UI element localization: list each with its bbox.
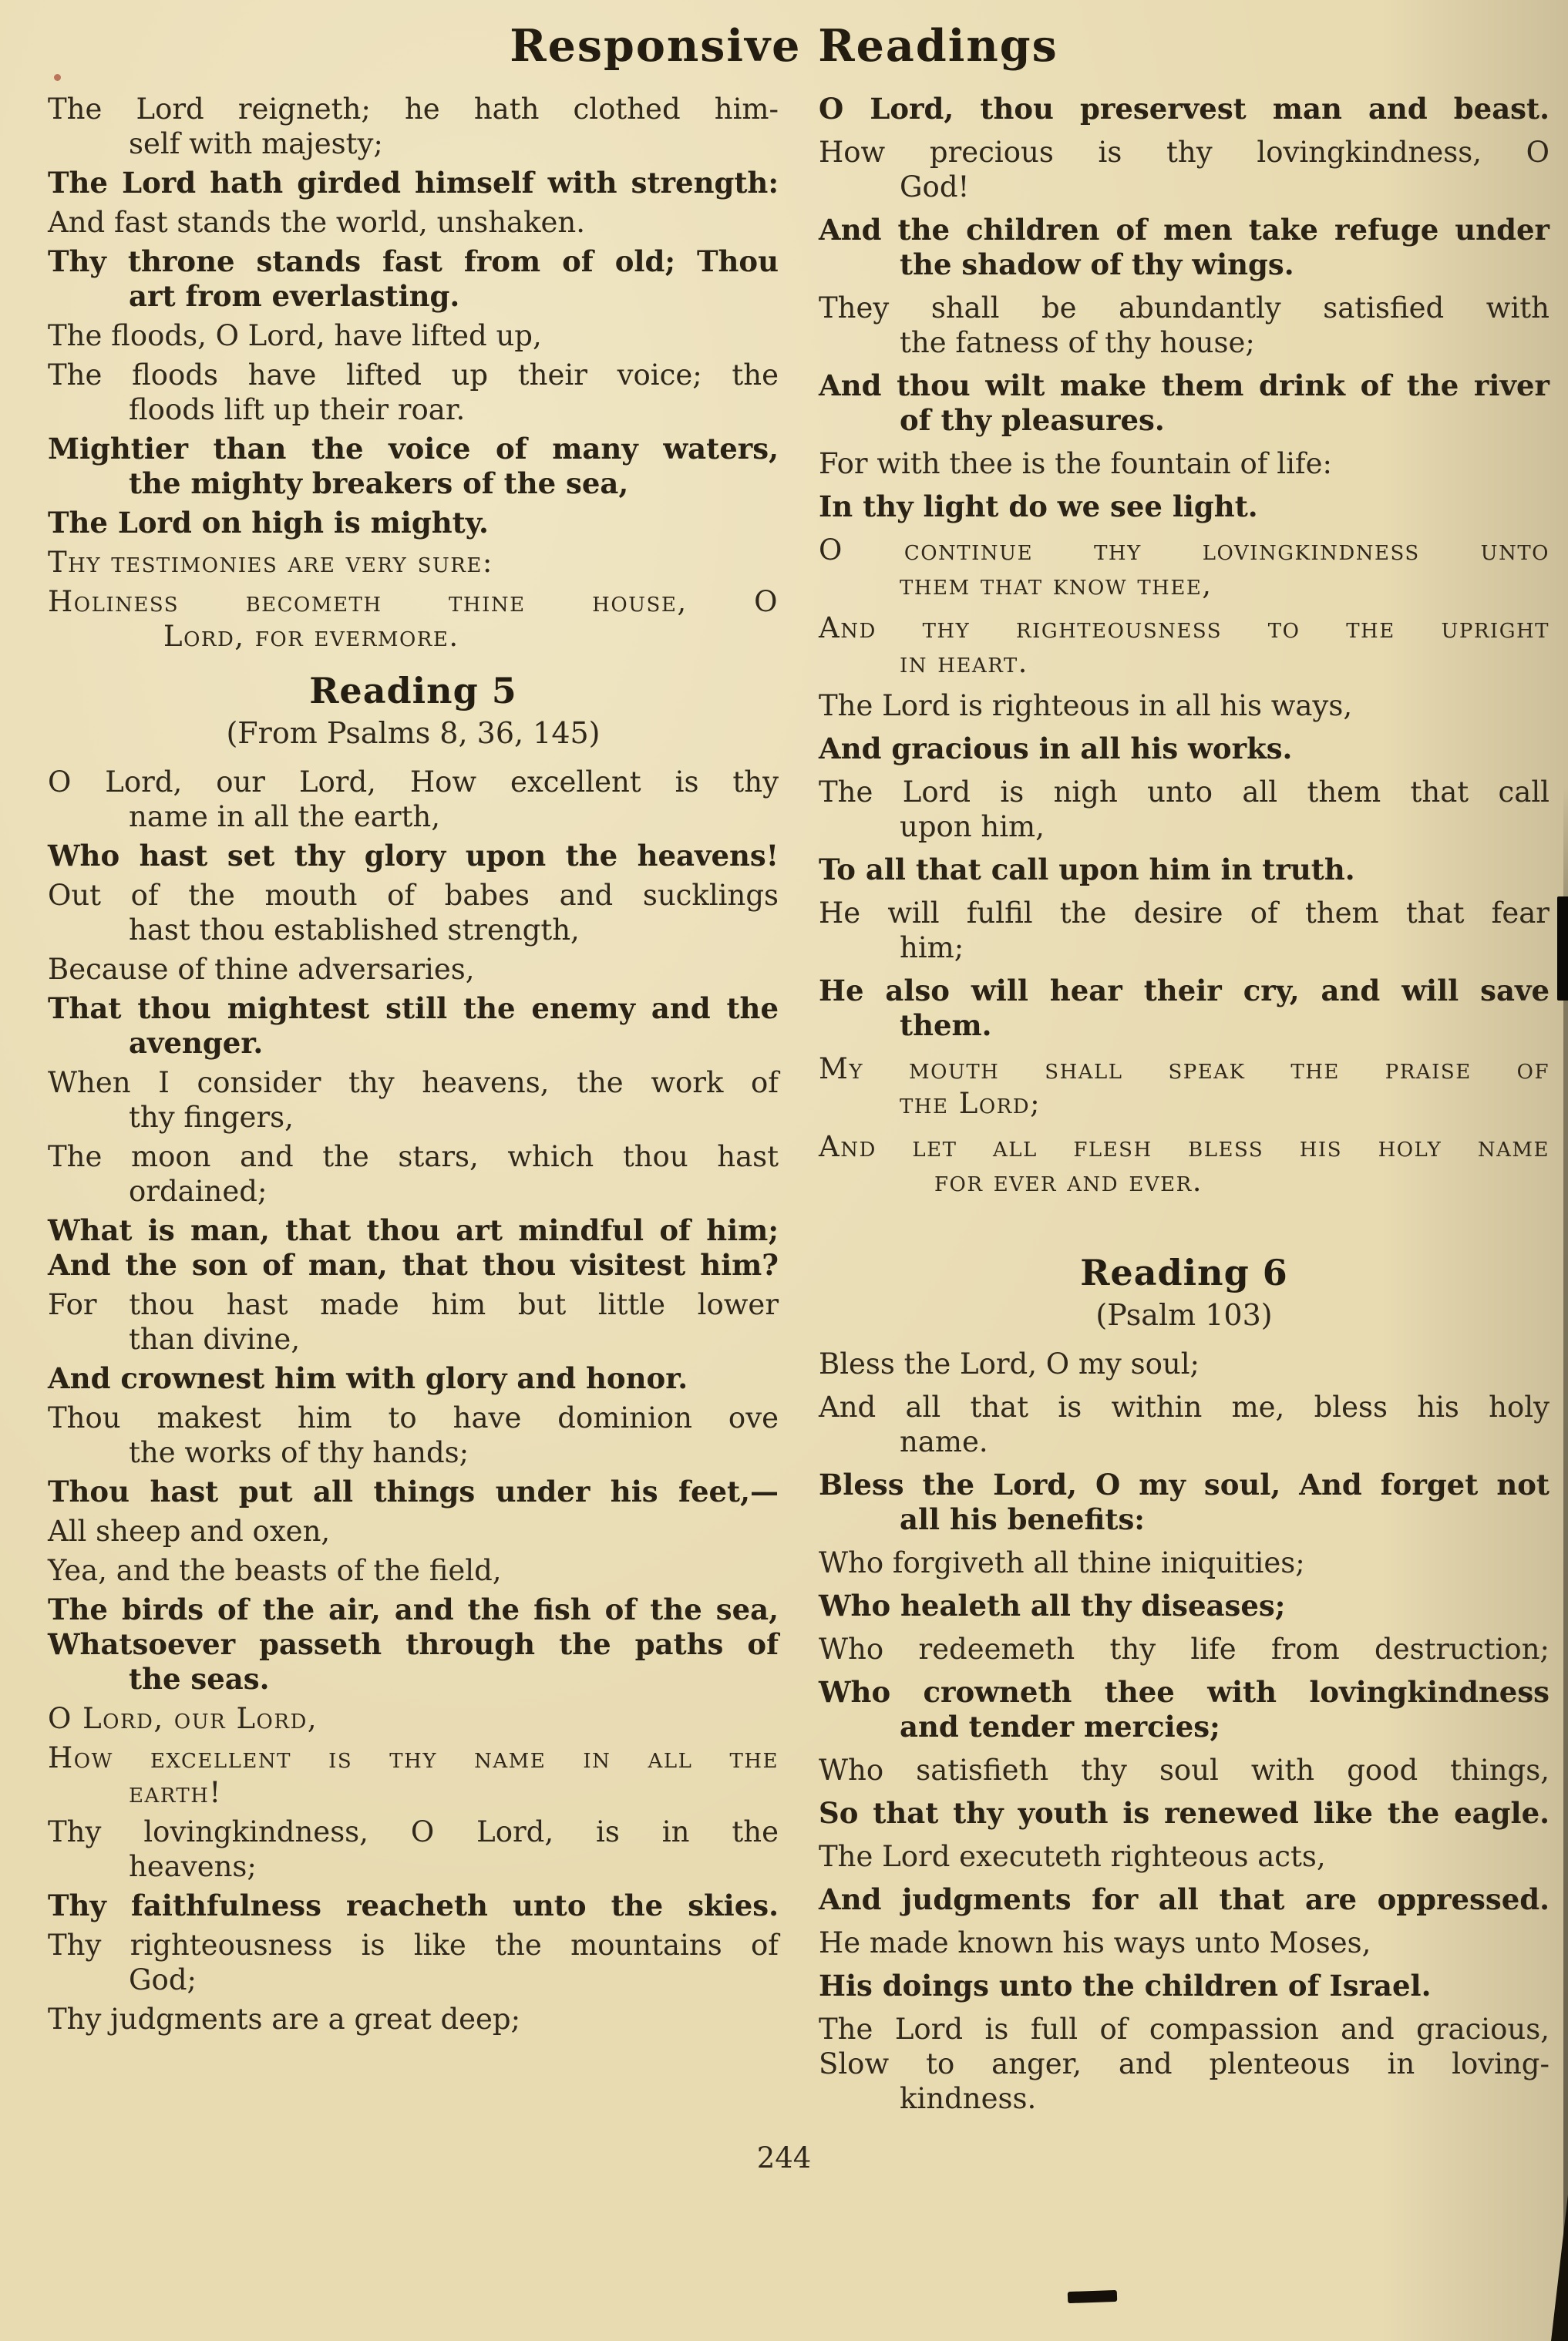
verse-line: Who redeemeth thy life from destruction;	[819, 1633, 1549, 1666]
verse-line: Thy righteousness is like the mountains of	[48, 1929, 779, 1962]
verse-line: For thou hast made him but little lower	[48, 1288, 779, 1321]
verse	[819, 688, 1549, 723]
verse-line: Out of the mouth of babes and sucklings	[48, 879, 779, 912]
verse	[819, 533, 1549, 602]
verse	[819, 1675, 1549, 1744]
verse-line: avenger.	[129, 1026, 264, 1060]
verse-line: And thy righteousness to the upright	[819, 611, 1549, 644]
verse	[48, 1287, 779, 1357]
verse-line: all his benefits:	[900, 1502, 1145, 1536]
verse-line: The Lord executeth righteous acts,	[819, 1840, 1326, 1873]
verse-line: They shall be abundantly satisfied with	[819, 291, 1549, 325]
verse-line: What is man, that thou art mindful of him;	[48, 1213, 779, 1247]
scan-artifact-black-bar	[1557, 896, 1568, 1001]
verse	[48, 2002, 779, 2037]
verse	[48, 1741, 779, 1810]
verse	[48, 358, 779, 427]
verse	[819, 1390, 1549, 1459]
verse-line: them that know thee,	[900, 568, 1213, 601]
verse	[819, 853, 1549, 887]
verse-line: Bless the Lord, O my soul, And forget not	[819, 1468, 1549, 1502]
verse	[48, 878, 779, 947]
verse-line: self with majesty;	[129, 127, 383, 160]
verse	[819, 135, 1549, 204]
verse-line: His doings unto the children of Israel.	[819, 1969, 1432, 2003]
verse-line: Yea, and the beasts of the field,	[48, 1554, 502, 1587]
verse-line: Thy lovingkindness, O Lord, is in the	[48, 1815, 779, 1848]
verse-line: When I consider thy heavens, the work of	[48, 1066, 779, 1099]
reading-heading: Reading 5	[309, 670, 517, 711]
verse	[819, 1589, 1549, 1623]
verse	[48, 545, 779, 580]
verse-line: O Lord, our Lord,	[48, 1702, 318, 1735]
verse-line: And the children of men take refuge under	[819, 213, 1549, 247]
verse-line: The Lord on high is mighty.	[48, 506, 489, 540]
verse	[48, 1139, 779, 1209]
verse-line: And crownest him with glory and honor.	[48, 1361, 688, 1395]
page-title: Responsive Readings	[510, 20, 1058, 72]
text-columns	[0, 72, 1568, 2124]
verse	[819, 489, 1549, 524]
right-column	[819, 92, 1549, 2124]
verse-line: The birds of the air, and the fish of the sea,	[48, 1593, 779, 1626]
verse-line: ordained;	[129, 1175, 268, 1208]
verse-line: Thy judgments are a great deep;	[48, 2003, 521, 2036]
verse	[48, 205, 779, 240]
verse-line: For with thee is the fountain of life:	[819, 447, 1332, 480]
verse-line: Because of thine adversaries,	[48, 953, 475, 986]
verse-line: God;	[129, 1963, 197, 1996]
verse-line: How precious is thy lovingkindness, O	[819, 136, 1549, 169]
verse-line: Who crowneth thee with lovingkindness	[819, 1675, 1549, 1709]
verse	[819, 1926, 1549, 1960]
verse	[819, 610, 1549, 680]
verse-line: To all that call upon him in truth.	[819, 853, 1355, 886]
verse	[48, 1553, 779, 1588]
reading-subheading: (From Psalms 8, 36, 145)	[226, 716, 601, 750]
verse-line: God!	[900, 170, 970, 203]
verse-line: floods lift up their roar.	[129, 393, 466, 426]
verse-line: Who satisfieth thy soul with good things,	[819, 1754, 1549, 1787]
verse-line: The Lord is full of compassion and gracious,	[819, 2013, 1549, 2046]
verse-line: Who forgiveth all thine iniquities;	[819, 1546, 1305, 1579]
verse-line: And fast stands the world, unshaken.	[48, 206, 586, 239]
verse	[48, 1361, 779, 1396]
verse-line: O Lord, our Lord, How excellent is thy	[48, 765, 779, 799]
verse	[819, 1796, 1549, 1831]
verse	[48, 1065, 779, 1135]
page-number: 244	[756, 2141, 812, 2175]
verse-line: him;	[900, 931, 964, 964]
verse-line: And gracious in all his works.	[819, 732, 1293, 765]
verse	[819, 92, 1549, 126]
scan-artifact-bottom-dash	[1068, 2290, 1117, 2303]
verse-line: heavens;	[129, 1850, 257, 1883]
verse-line: the seas.	[129, 1662, 270, 1696]
verse-line: The moon and the stars, which thou hast	[48, 1140, 779, 1173]
verse-line: O Lord, thou preservest man and beast.	[819, 92, 1549, 126]
verse	[819, 1753, 1549, 1788]
verse	[48, 1815, 779, 1884]
verse-line: of thy pleasures.	[900, 403, 1165, 437]
verse	[819, 368, 1549, 438]
verse-line: the mighty breakers of the sea,	[129, 466, 629, 500]
verse-line: The Lord is nigh unto all them that call	[819, 775, 1549, 809]
verse	[819, 1468, 1549, 1537]
reading-heading: Reading 6	[1080, 1252, 1288, 1293]
verse-line: and tender mercies;	[900, 1710, 1220, 1744]
verse	[48, 1401, 779, 1470]
verse-line: And let all flesh bless his holy name	[819, 1130, 1549, 1163]
verse	[48, 584, 779, 654]
verse-line: Whatsoever passeth through the paths of	[48, 1627, 779, 1661]
verse-line: And the son of man, that thou visitest him?	[48, 1248, 779, 1282]
verse-line: Thou hast put all things under his feet,—	[48, 1475, 779, 1509]
verse	[819, 1839, 1549, 1874]
verse	[819, 446, 1549, 481]
verse	[819, 213, 1549, 282]
verse	[819, 2012, 1549, 2116]
verse-line: hast thou established strength,	[129, 913, 580, 947]
verse-line: How excellent is thy name in all the	[48, 1741, 779, 1774]
verse	[48, 1701, 779, 1736]
verse-line: for ever and ever.	[934, 1165, 1203, 1198]
verse-line: The Lord hath girded himself with strength:	[48, 166, 779, 200]
verse	[819, 732, 1549, 766]
verse-line: them.	[900, 1008, 992, 1042]
verse	[48, 952, 779, 987]
verse-line: the fatness of thy house;	[900, 326, 1255, 359]
verse-line: That thou mightest still the enemy and the	[48, 991, 779, 1025]
verse-line: Slow to anger, and plenteous in loving-	[819, 2047, 1549, 2080]
verse	[819, 1632, 1549, 1667]
verse-line: Thy throne stands fast from of old; Thou	[48, 244, 779, 278]
verse	[48, 1593, 779, 1697]
verse	[48, 92, 779, 161]
verse	[48, 839, 779, 873]
verse	[48, 506, 779, 540]
verse-line: The Lord is righteous in all his ways,	[819, 689, 1353, 722]
verse-line: Thy faithfulness reacheth unto the skies.	[48, 1889, 779, 1922]
verse	[819, 291, 1549, 360]
verse	[819, 1347, 1549, 1381]
verse	[48, 1475, 779, 1509]
verse	[48, 1213, 779, 1283]
verse	[819, 974, 1549, 1043]
verse	[48, 432, 779, 501]
verse	[819, 896, 1549, 965]
verse-line: thy fingers,	[129, 1101, 294, 1134]
verse-line: He will fulfil the desire of them that fear	[819, 896, 1549, 930]
verse-line: The Lord reigneth; he hath clothed him-	[48, 92, 779, 126]
verse-line: name.	[900, 1425, 988, 1458]
verse	[48, 166, 779, 200]
scan-artifact-right-edge	[1563, 786, 1568, 2341]
verse	[819, 1051, 1549, 1121]
verse	[48, 991, 779, 1061]
verse-line: Lord, for evermore.	[163, 620, 459, 653]
verse-line: So that thy youth is renewed like the eagle.	[819, 1796, 1549, 1830]
verse-line: All sheep and oxen,	[48, 1515, 331, 1548]
verse-line: Who healeth all thy diseases;	[819, 1589, 1286, 1623]
verse-line: He also will hear their cry, and will save	[819, 974, 1549, 1007]
verse	[819, 775, 1549, 844]
verse-line: than divine,	[129, 1323, 301, 1356]
verse	[819, 1969, 1549, 2003]
verse	[819, 1882, 1549, 1917]
verse-line: upon him,	[900, 810, 1045, 843]
verse-line: And all that is within me, bless his holy	[819, 1391, 1549, 1424]
verse-line: earth!	[129, 1776, 222, 1809]
verse	[48, 1514, 779, 1549]
verse-line: He made known his ways unto Moses,	[819, 1926, 1371, 1959]
verse	[48, 1928, 779, 1997]
verse-line: Holiness becometh thine house, O	[48, 585, 779, 618]
verse	[819, 1546, 1549, 1580]
verse-line: My mouth shall speak the praise of	[819, 1052, 1549, 1085]
verse	[48, 765, 779, 834]
verse-line: The floods have lifted up their voice; the	[48, 358, 779, 392]
verse	[48, 318, 779, 353]
verse-line: Thy testimonies are very sure:	[48, 546, 493, 579]
verse-line: Bless the Lord, O my soul;	[819, 1347, 1200, 1381]
verse-line: the shadow of thy wings.	[900, 247, 1294, 281]
verse-line: Thou makest him to have dominion ove	[48, 1401, 779, 1435]
verse-line: the works of thy hands;	[129, 1436, 469, 1469]
verse-line: The floods, O Lord, have lifted up,	[48, 319, 542, 352]
verse-line: in heart.	[900, 646, 1028, 679]
reading-subheading: (Psalm 103)	[1095, 1298, 1273, 1332]
verse-line: In thy light do we see light.	[819, 489, 1258, 523]
verse-line: And judgments for all that are oppressed.	[819, 1882, 1549, 1916]
verse-line: art from everlasting.	[129, 279, 460, 313]
scan-artifact-corner-wedge	[1551, 2195, 1568, 2341]
verse-line: name in all the earth,	[129, 800, 441, 833]
left-column	[48, 92, 779, 2124]
verse-line: kindness.	[900, 2082, 1037, 2115]
scan-artifact-red-speck	[54, 74, 61, 81]
verse-line: O continue thy lovingkindness unto	[819, 533, 1549, 567]
verse-line: Who hast set thy glory upon the heavens!	[48, 839, 779, 873]
verse	[48, 1889, 779, 1923]
verse	[48, 244, 779, 314]
verse-line: Mightier than the voice of many waters,	[48, 432, 779, 466]
verse	[819, 1129, 1549, 1199]
verse-line: And thou wilt make them drink of the river	[819, 368, 1549, 402]
verse-line: the Lord;	[900, 1087, 1041, 1120]
